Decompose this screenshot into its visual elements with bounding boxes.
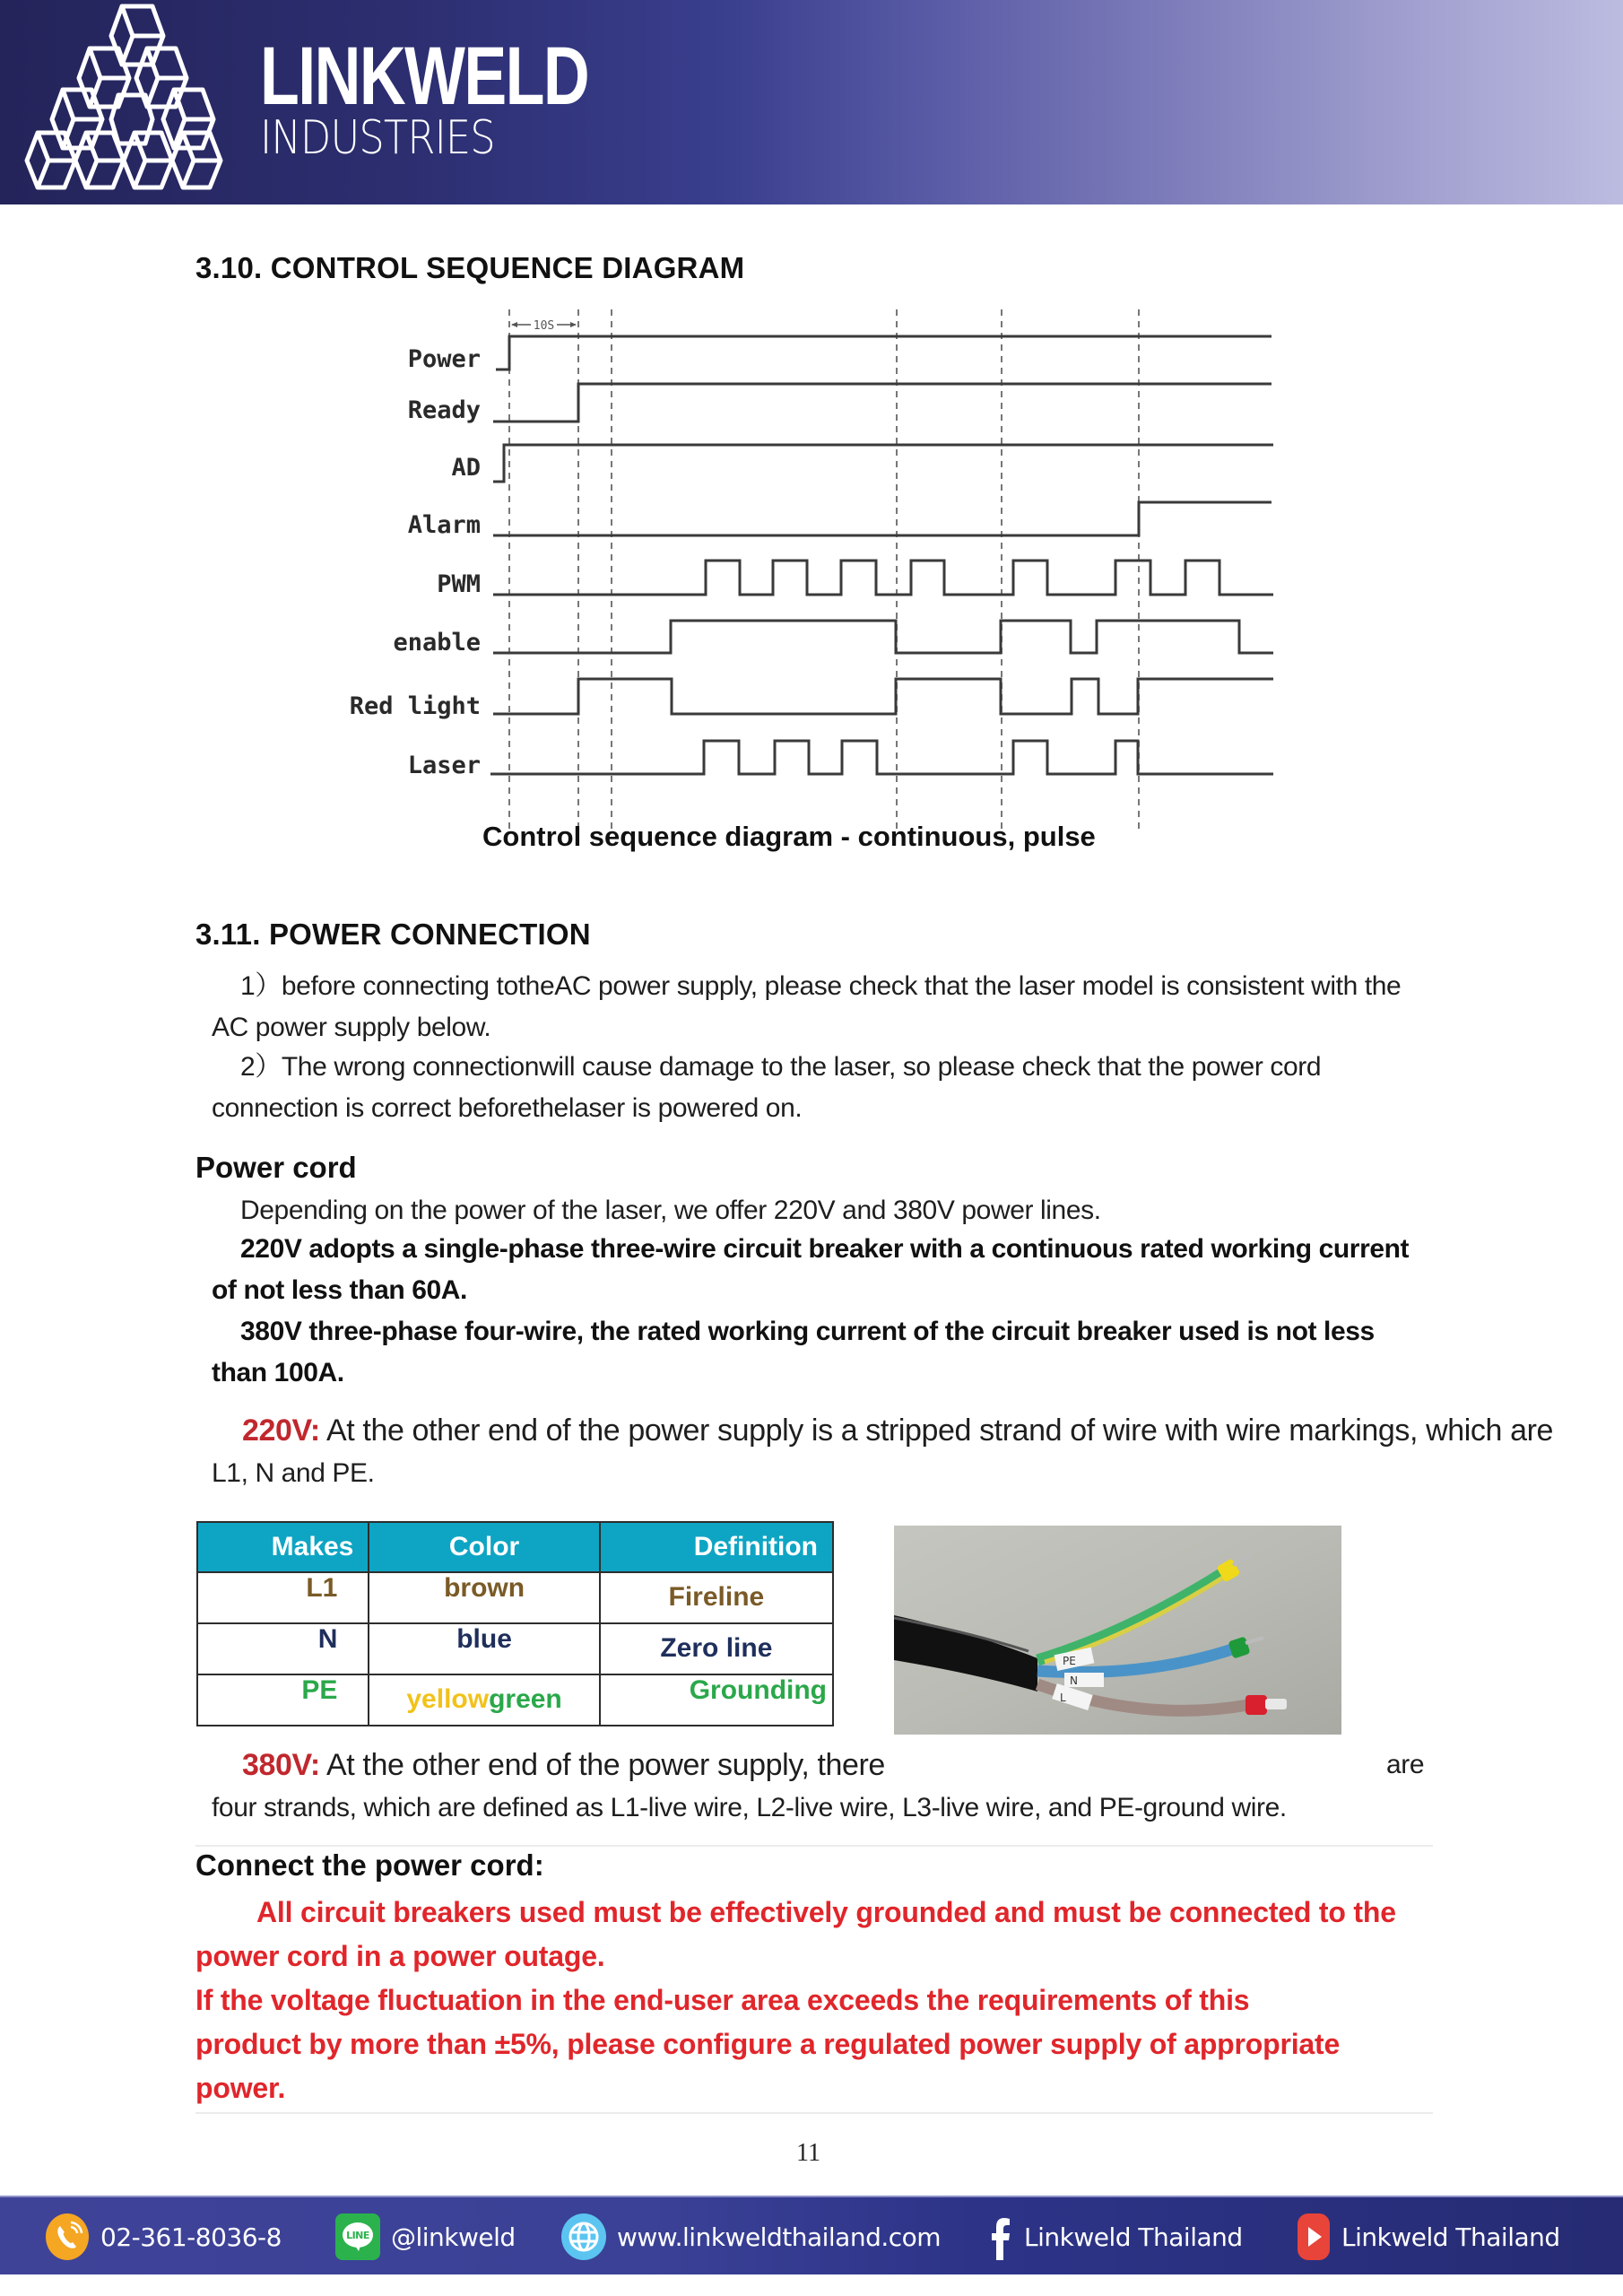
rule-220v-line-1: 220V adopts a single-phase three-wire circuit breaker with a continuous rated working current: [240, 1234, 1410, 1264]
v380-text: At the other end of the power supply, there: [319, 1748, 885, 1782]
stacked-cubes-logo-icon: [22, 2, 246, 192]
instruction-2-line-2: connection is correct beforethelaser is powered on.: [212, 1093, 803, 1123]
duration-label: 10S: [533, 319, 555, 333]
signal-waveform: [493, 679, 1273, 714]
contact-footer: [0, 2196, 1623, 2274]
v380-description-line-1: [242, 1744, 885, 1786]
cell-color: brown: [369, 1572, 599, 1623]
signal-waveform: [493, 621, 1273, 653]
v220-label: 220V:: [242, 1413, 320, 1448]
signal-label: Power: [407, 345, 481, 373]
website-url: www.linkweldthailand.com: [617, 2222, 942, 2252]
signal-waveform: [493, 445, 1273, 482]
v220-description-line-2: L1, N and PE.: [212, 1458, 375, 1488]
diagram-caption: Control sequence diagram - continuous, pulse: [482, 821, 1096, 852]
page-header: [0, 0, 1623, 204]
header-color: Color: [369, 1522, 599, 1572]
brand-wordmark: [260, 30, 681, 165]
rule-220v-line-2: of not less than 60A.: [212, 1275, 467, 1305]
color-part-yellow: yellow: [406, 1684, 490, 1714]
brand-subtitle: INDUSTRIES: [260, 111, 495, 165]
signal-label: Ready: [407, 396, 481, 424]
signal-waveform: [493, 384, 1271, 422]
warning-2-line-1: If the voltage fluctuation in the end-user area exceeds the requirements of this: [195, 1984, 1250, 2016]
signal-label: Alarm: [407, 511, 481, 539]
v380-description-line-2: four strands, which are defined as L1-live wire, L2-live wire, L3-live wire, and PE-ground wire.: [212, 1793, 1287, 1822]
header-definition: Definition: [600, 1522, 833, 1572]
v220-text: At the other end of the power supply is a stripped strand of wire with wire markings, which are: [319, 1413, 1554, 1448]
footer-phone[interactable]: [45, 2197, 282, 2276]
phone-icon: [45, 2213, 90, 2260]
warning-1-line-2: power cord in a power outage.: [195, 1940, 605, 1972]
signal-labels: [350, 345, 481, 779]
cell-make: PE: [197, 1674, 369, 1726]
instruction-1-line-2: AC power supply below.: [212, 1013, 491, 1042]
power-cord-heading: Power cord: [195, 1151, 357, 1184]
footer-website[interactable]: [561, 2197, 941, 2276]
table-header-row: [197, 1522, 833, 1572]
cell-color: blue: [369, 1623, 599, 1674]
v220-description-line-1: [242, 1410, 1553, 1451]
signal-label: Laser: [407, 752, 481, 779]
section-title-power-connection: 3.11. POWER CONNECTION: [195, 918, 591, 951]
warning-2-line-3: power.: [195, 2072, 286, 2104]
warning-1-line-1: All circuit breakers used must be effectively grounded and must be connected to the: [256, 1896, 1396, 1928]
footer-line[interactable]: [335, 2197, 516, 2276]
svg-text:PE: PE: [1063, 1655, 1076, 1667]
cell-make: N: [197, 1623, 369, 1674]
brand-name: LINKWELD: [260, 30, 589, 122]
v380-line-1-tail: are: [1386, 1750, 1425, 1779]
header-makes: Makes: [197, 1522, 369, 1572]
color-part-green: green: [489, 1684, 562, 1714]
page-number: 11: [796, 2139, 820, 2167]
footer-facebook[interactable]: [988, 2197, 1243, 2276]
globe-icon: [561, 2213, 606, 2260]
rule-380v-line-2: than 100A.: [212, 1358, 344, 1387]
v380-label: 380V:: [242, 1748, 320, 1782]
divider: [195, 1845, 1433, 1847]
signal-waveform: [496, 336, 1271, 370]
footer-youtube[interactable]: [1297, 2197, 1560, 2276]
table-row-n: [197, 1623, 833, 1674]
rule-380v-line-1: 380V three-phase four-wire, the rated working current of the circuit breaker used is not less: [240, 1317, 1375, 1346]
youtube-name: Linkweld Thailand: [1341, 2222, 1560, 2252]
facebook-name: Linkweld Thailand: [1024, 2222, 1243, 2252]
cell-definition: Zero line: [600, 1623, 833, 1674]
phone-number: 02-361-8036-8: [100, 2222, 282, 2252]
section-title-control-sequence: 3.10. CONTROL SEQUENCE DIAGRAM: [195, 251, 745, 284]
facebook-icon: [988, 2213, 1013, 2260]
instruction-1-line-1: 1）before connecting totheAC power supply, please check that the laser model is consistent with the: [240, 971, 1402, 1001]
connect-power-cord-heading: Connect the power cord:: [195, 1848, 544, 1882]
signal-label: Red light: [349, 692, 481, 720]
cell-make: L1: [197, 1572, 369, 1623]
signal-waveforms: [490, 336, 1273, 774]
svg-text:N: N: [1070, 1674, 1078, 1687]
divider: [195, 2112, 1433, 2114]
line-icon: [335, 2213, 380, 2260]
cable-illustration-icon: [894, 1526, 1341, 1735]
table-row-l1: [197, 1572, 833, 1623]
warning-2-line-2: product by more than ±5%, please configure a regulated power supply of appropriate: [195, 2028, 1341, 2060]
instruction-2-line-1: 2）The wrong connectionwill cause damage to the laser, so please check that the power cord: [240, 1052, 1322, 1082]
signal-label: enable: [393, 629, 481, 657]
power-cable-photo: [894, 1526, 1341, 1735]
wire-color-table: [196, 1521, 834, 1726]
cell-definition: Grounding: [600, 1674, 833, 1726]
signal-label: AD: [451, 454, 481, 482]
time-marker-lines: [509, 309, 1139, 830]
signal-label: PWM: [437, 570, 481, 598]
svg-text:L: L: [1060, 1692, 1066, 1704]
youtube-icon: [1297, 2213, 1331, 2260]
line-handle: @linkweld: [391, 2222, 516, 2252]
signal-waveform: [493, 502, 1271, 535]
10s-annotation: [511, 319, 577, 333]
signal-waveform: [490, 741, 1273, 774]
cell-definition: Fireline: [600, 1572, 833, 1623]
svg-text:LINE: LINE: [346, 2230, 369, 2241]
power-cord-intro: Depending on the power of the laser, we offer 220V and 380V power lines.: [240, 1196, 1101, 1225]
cell-color: [369, 1674, 599, 1726]
signal-waveform: [493, 561, 1273, 595]
table-row-pe: [197, 1674, 833, 1726]
